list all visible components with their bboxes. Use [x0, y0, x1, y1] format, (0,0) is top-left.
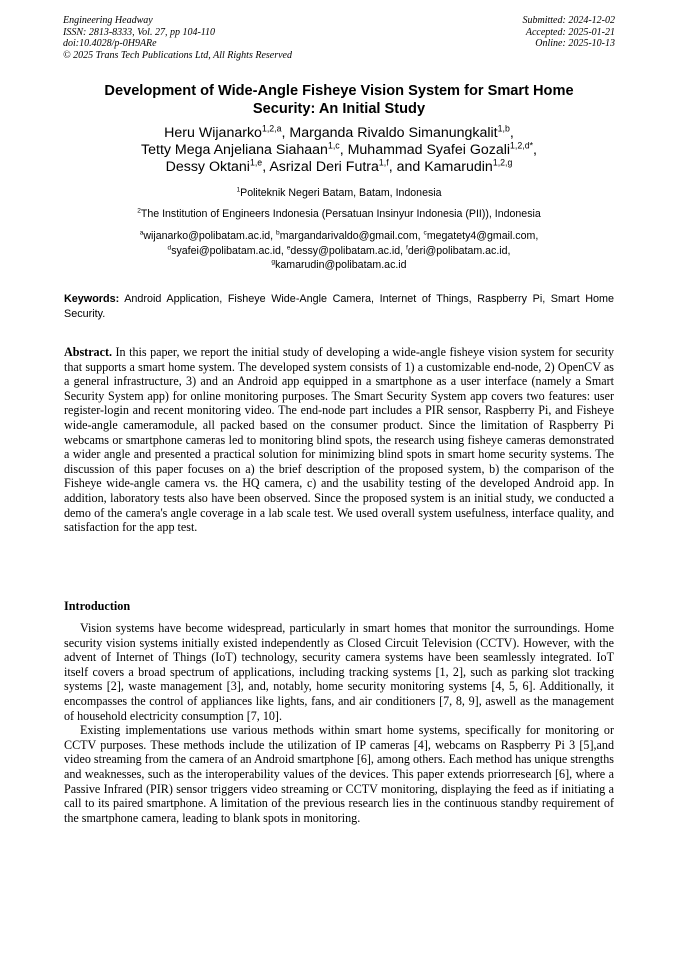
accepted-date: Accepted: 2025-01-21	[525, 26, 615, 38]
email-sup: d	[167, 243, 172, 251]
email-sup: a	[139, 229, 144, 237]
email-sep: ,	[270, 230, 277, 242]
abstract-label: Abstract.	[64, 345, 113, 359]
email-sup: b	[276, 229, 280, 237]
email-sup: c	[423, 229, 427, 237]
author-sep: ,	[281, 125, 290, 141]
keywords-text: Android Application, Fisheye Wide-Angle Camera, Internet of Things, Raspberry Pi, Smart Home Security.	[64, 293, 614, 320]
affiliation-text: Politeknik Negeri Batam, Batam, Indonesia	[240, 187, 442, 199]
introduction-body	[64, 621, 614, 825]
email-sep: ,	[535, 230, 539, 242]
email-line-2	[60, 244, 618, 259]
email-address: deri@polibatam.ac.id	[407, 244, 508, 257]
author-sup: 1,2,a	[261, 123, 282, 134]
email-address: syafei@polibatam.ac.id	[171, 244, 281, 257]
paragraph: Existing implementations use various methods within smart home systems, specifically for monitoring or CCTV purposes. These methods include the utilization of IP cameras [4], webcams on Raspberry Pi 3 [5],and video streaming from the camera of an Android smartphone [6], among others. Each method has unique strengths and weaknesses, such as the interoperability values of the devices. This paper extends priorresearch [6], where a Passive Infrared (PIR) sensor triggers video streaming or CCTV monitoring, displaying the feed as if initiating a call to its paired smartphone. A limitation of the previous research lies in the continuous standby requirement of the smartphone camera, leading to blank spots in monitoring.	[64, 723, 614, 825]
section-heading-introduction: Introduction	[64, 599, 131, 613]
abstract	[64, 345, 614, 535]
author-sup: 1,c	[327, 140, 340, 151]
email-sep: ,	[400, 244, 406, 257]
journal-name: Engineering Headway	[63, 15, 153, 26]
author-list	[60, 125, 618, 176]
title-line-1: Development of Wide-Angle Fisheye Vision System for Smart Home	[104, 83, 574, 99]
keywords-label: Keywords:	[64, 293, 120, 305]
author-line-3	[60, 159, 618, 176]
email-sup: g	[271, 258, 276, 266]
journal-header	[63, 15, 292, 61]
email-address: kamarudin@polibatam.ac.id	[275, 259, 407, 271]
email-sup: e	[286, 243, 291, 251]
affiliation-text: The Institution of Engineers Indonesia (Persatuan Insinyur Indonesia (PII)), Indonesia	[140, 208, 541, 220]
email-line-3	[60, 258, 618, 273]
author-sep: ,	[533, 142, 537, 158]
email-address: margandarivaldo@gmail.com	[279, 230, 418, 242]
email-sep: ,	[507, 244, 511, 257]
submitted-date: Submitted: 2024-12-02	[522, 15, 615, 26]
affiliation-sup: 2	[137, 207, 141, 215]
author-sup: 1,b	[497, 123, 510, 134]
affiliation-sup: 1	[236, 186, 241, 194]
email-sup: f	[406, 243, 408, 251]
keywords	[64, 292, 614, 321]
author-sep: ,	[339, 142, 348, 158]
email-sep: ,	[417, 230, 424, 242]
email-address: wijanarko@polibatam.ac.id	[143, 230, 271, 242]
journal-issn: ISSN: 2813-8333, Vol. 27, pp 104-110	[63, 26, 216, 38]
paper-title	[60, 82, 618, 118]
email-address: dessy@polibatam.ac.id	[290, 244, 401, 257]
author-name: Asrizal Deri Futra	[269, 159, 379, 175]
affiliation-1	[60, 187, 618, 200]
email-line-1	[60, 229, 618, 244]
email-list	[60, 229, 618, 273]
author-sup: 1,2,d*	[510, 140, 534, 151]
author-sep: , and	[388, 159, 425, 175]
title-line-2: Security: An Initial Study	[252, 101, 426, 117]
abstract-text: In this paper, we report the initial study of developing a wide-angle fisheye vision system for security that supports a smart home system. The developed system consists of 1) a customizable end-node, 2) OpenCV as a general infrastructure, 3) and an Android app equipped in a smartphone as a user interface (namely a Smart Security System app) for online monitoring purposes. The Smart Security System app covers two features: user register-login and recent monitoring video. The end-node part includes a PIR sensor, Raspberry Pi, and Fisheye wide-angle cameramodule, all packed based on the consumer product. Since the limitation of Raspberry Pi webcams or smartphone cameras led to monitoring blind spots, the research using fisheye cameras demonstrated a wider angle and presented a practical solution for minimizing blind spots in smart home security systems. The discussion of this paper focuses on a) the brief description of the proposed system, b) the comparison of the Fisheye wide-angle camera vs. the HQ camera, c) and the usability testing of the developed Android app. In addition, laboratory tests also have been observed. Since the proposed system is an initial study, we conducted a demo of the camera's angle coverage in a lab scale test. We used overall system usefulness, interface quality, and satisfaction for the app test.	[64, 345, 614, 535]
author-line-2	[60, 142, 618, 159]
doi: doi:10.4028/p-0H9ARe	[63, 38, 157, 49]
author-sup: 1,f	[378, 157, 389, 168]
author-name: Marganda Rivaldo Simanungkalit	[289, 125, 498, 141]
author-sep: ,	[509, 125, 514, 141]
affiliation-2	[60, 208, 618, 221]
author-name: Heru Wijanarko	[164, 125, 262, 141]
email-sep: ,	[280, 244, 287, 257]
author-name: Tetty Mega Anjeliana Siahaan	[141, 142, 328, 158]
online-date: Online: 2025-10-13	[535, 38, 615, 49]
author-name: Muhammad Syafei Gozali	[347, 142, 511, 158]
paragraph: Vision systems have become widespread, particularly in smart homes that monitor the surroundings. Home security vision systems initially existed independently as Closed Circuit Television (CCTV). However, with the advent of Internet of Things (IoT) technology, security camera systems have been seamlessly integrated. IoT itself covers a broad spectrum of applications, including tracking systems [1, 2], such as parking slot tracking systems [2], waste management [3], and, notably, home security monitoring systems [4, 5, 6]. Additionally, it encompasses the control of appliances like lights, fans, and air conditioners [7, 8, 9], aswell as the management of household electricity consumption [7, 10].	[64, 621, 614, 723]
author-sup: 1,e	[249, 157, 263, 168]
author-name: Dessy Oktani	[165, 159, 250, 175]
author-sep: ,	[262, 159, 270, 175]
copyright: © 2025 Trans Tech Publications Ltd, All Rights Reserved	[63, 49, 292, 61]
author-name: Kamarudin	[424, 159, 493, 175]
dates-header	[523, 15, 616, 50]
author-sup: 1,2,g	[492, 157, 513, 168]
email-address: megatety4@gmail.com	[426, 230, 536, 242]
